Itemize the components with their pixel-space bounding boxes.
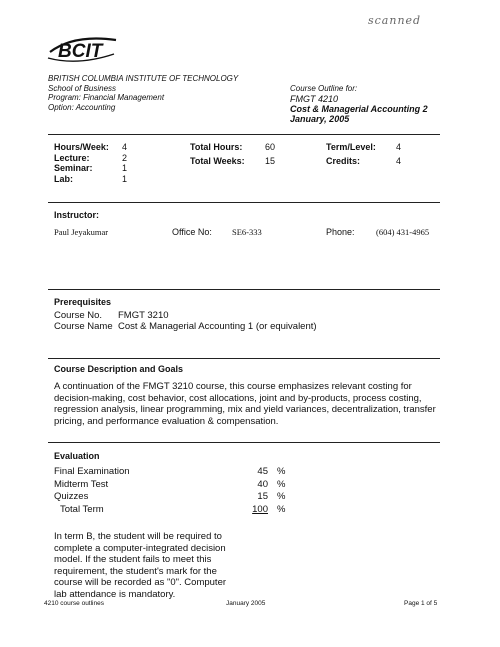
seminar-label: Seminar: [54, 163, 93, 173]
note-line: requirement, the student's mark for the [54, 565, 217, 577]
footer-center: January 2005 [226, 600, 266, 607]
evaluation-row-value: 45 [257, 466, 268, 477]
evaluation-row-unit: % [277, 478, 286, 490]
footer-right: Page 1 of 5 [404, 600, 438, 607]
credits-value: 4 [396, 156, 402, 166]
prereq-course-no-label: Course No. [54, 310, 103, 321]
prereq-course-name: Cost & Managerial Accounting 1 (or equivalent) [118, 321, 317, 332]
credits-label: Credits: [326, 156, 361, 166]
svg-text:BCIT: BCIT [58, 41, 103, 62]
description-line: decision-making, cost behavior, cost allocations, joint and by-products, process costing, [54, 392, 422, 404]
total-hours-value: 60 [265, 142, 276, 152]
evaluation-row-value: 100 [252, 503, 268, 515]
evaluation-row-label: Final Examination [54, 466, 130, 477]
phone-label: Phone: [326, 227, 355, 237]
note-line: lab attendance is mandatory. [54, 588, 176, 600]
option-name: Option: Accounting [48, 102, 116, 112]
evaluation-heading: Evaluation [54, 451, 100, 461]
course-date: January, 2005 [290, 114, 350, 124]
school-name: School of Business [48, 83, 117, 93]
evaluation-units [277, 466, 285, 516]
scanned-stamp: scanned [368, 14, 422, 27]
lecture-value: 2 [122, 152, 128, 163]
program-name: Program: Financial Management [48, 93, 165, 102]
evaluation-note [54, 531, 294, 600]
bcit-logo [44, 32, 122, 66]
description-body [54, 381, 444, 427]
outline-for-label: Course Outline for: [290, 84, 358, 93]
divider [48, 358, 440, 359]
prereq-course-name-label: Course Name [54, 321, 113, 332]
footer-left: 4210 course outlines [44, 600, 104, 607]
lab-label: Lab: [54, 173, 73, 184]
evaluation-row-unit: % [277, 491, 286, 502]
divider [48, 442, 440, 443]
divider [48, 202, 440, 203]
description-line: regression analysis, linear programming, mix and yield variances, decentralization, transfer [54, 404, 436, 415]
divider [48, 289, 440, 290]
lecture-label: Lecture: [54, 152, 90, 163]
prerequisites-heading: Prerequisites [54, 297, 112, 307]
term-label: Term/Level: [326, 142, 376, 152]
instructor-heading: Instructor: [54, 210, 99, 220]
course-code: FMGT 4210 [290, 94, 339, 104]
evaluation-row-label: Total Term [60, 503, 104, 515]
evaluation-row-label: Midterm Test [54, 478, 109, 490]
office-value: SE6-333 [232, 227, 262, 237]
hours-week-value: 4 [122, 142, 128, 152]
note-line: In term B, the student will be required to [54, 531, 222, 542]
description-heading: Course Description and Goals [54, 364, 184, 374]
institute-name: BRITISH COLUMBIA INSTITUTE OF TECHNOLOGY [48, 74, 239, 83]
phone-value: (604) 431-4965 [376, 227, 430, 237]
total-weeks-value: 15 [265, 156, 276, 166]
divider [48, 134, 440, 135]
office-label: Office No: [172, 227, 212, 237]
course-title: Cost & Managerial Accounting 2 [290, 104, 428, 114]
evaluation-row-value: 40 [257, 478, 268, 490]
note-line: model. If the student fails to meet this [54, 554, 212, 565]
description-line: pricing, and performance evaluation & compensation. [54, 415, 279, 427]
note-line: course will be recorded as "0". Computer [54, 577, 227, 588]
total-weeks-label: Total Weeks: [190, 156, 245, 166]
evaluation-values [246, 466, 268, 516]
evaluation-labels [54, 466, 130, 516]
evaluation-row-unit: % [277, 503, 286, 515]
description-line: A continuation of the FMGT 3210 course, this course emphasizes relevant costing for [54, 381, 412, 392]
lab-value: 1 [122, 173, 128, 184]
seminar-value: 1 [122, 163, 128, 173]
hours-week-label: Hours/Week: [54, 142, 109, 152]
instructor-name: Paul Jeyakumar [54, 227, 109, 237]
evaluation-row-value: 15 [257, 491, 268, 502]
prereq-course-no: FMGT 3210 [118, 310, 169, 321]
total-hours-label: Total Hours: [190, 142, 243, 152]
note-line: complete a computer-integrated decision [54, 542, 226, 554]
evaluation-row-label: Quizzes [54, 491, 89, 502]
evaluation-row-unit: % [277, 466, 286, 477]
term-value: 4 [396, 142, 402, 152]
